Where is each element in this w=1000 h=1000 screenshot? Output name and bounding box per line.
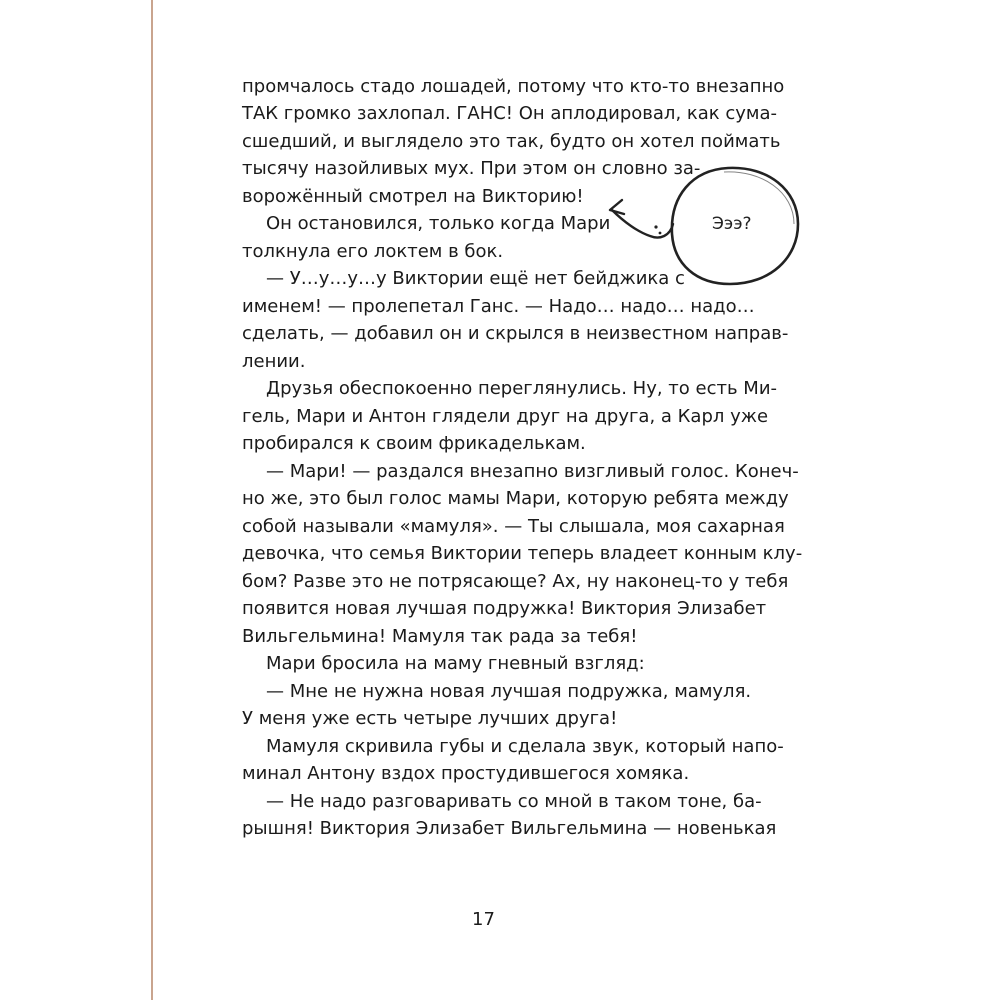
- text-line: пробирался к своим фрикаделькам.: [242, 433, 586, 454]
- text-line: появится новая лучшая подружка! Виктория Элизабет: [242, 598, 767, 619]
- text-line: сшедший, и выглядело это так, будто он хотел поймать: [242, 131, 781, 152]
- text-line: рышня! Виктория Элизабет Вильгельмина — новенькая: [242, 818, 777, 839]
- text-line: — У…у…у…у Виктории ещё нет бейджика с: [266, 268, 685, 289]
- text-line: У меня уже есть четыре лучших друга!: [242, 708, 618, 729]
- text-line: минал Антону вздох простудившегося хомяка.: [242, 763, 690, 784]
- page-number: 17: [472, 909, 495, 930]
- arrow-head-icon: [610, 200, 624, 214]
- text-line: Он остановился, только когда Мари: [266, 213, 611, 234]
- speech-bubble-illustration: [600, 160, 820, 300]
- text-line: бом? Разве это не потрясающе? Ах, ну наконец-то у тебя: [242, 571, 789, 592]
- text-line: Вильгельмина! Мамуля так рада за тебя!: [242, 626, 638, 647]
- text-line: Мамуля скривила губы и сделала звук, который напо-: [266, 736, 784, 757]
- text-line: промчалось стадо лошадей, потому что кто-то внезапно: [242, 76, 785, 97]
- text-line: — Не надо разговаривать со мной в таком тоне, ба-: [266, 791, 762, 812]
- text-line: ворожённый смотрел на Викторию!: [242, 186, 584, 207]
- text-line: тысячу назойливых мух. При этом он словно за-: [242, 158, 701, 179]
- text-line: но же, это был голос мамы Мари, которую ребята между: [242, 488, 789, 509]
- text-line: именем! — пролепетал Ганс. — Надо… надо… надо…: [242, 296, 755, 317]
- page-edge: [151, 0, 153, 1000]
- text-line: лении.: [242, 351, 306, 372]
- text-line: Мари бросила на маму гневный взгляд:: [266, 653, 645, 674]
- text-line: ТАК громко захлопал. ГАНС! Он аплодировал, как сума-: [242, 103, 778, 124]
- text-line: собой называли «мамуля». — Ты слышала, моя сахарная: [242, 516, 785, 537]
- text-line: — Мне не нужна новая лучшая подружка, мамуля.: [266, 681, 752, 702]
- speech-bubble-text: Эээ?: [712, 214, 752, 234]
- text-line: — Мари! — раздался внезапно визгливый голос. Конеч-: [266, 461, 799, 482]
- text-line: Друзья обеспокоенно переглянулись. Ну, то есть Ми-: [266, 378, 778, 399]
- text-line: гель, Мари и Антон глядели друг на друга, а Карл уже: [242, 406, 769, 427]
- text-line: девочка, что семья Виктории теперь владеет конным клу-: [242, 543, 803, 564]
- text-line: толкнула его локтем в бок.: [242, 241, 504, 262]
- text-line: сделать, — добавил он и скрылся в неизвестном направ-: [242, 323, 789, 344]
